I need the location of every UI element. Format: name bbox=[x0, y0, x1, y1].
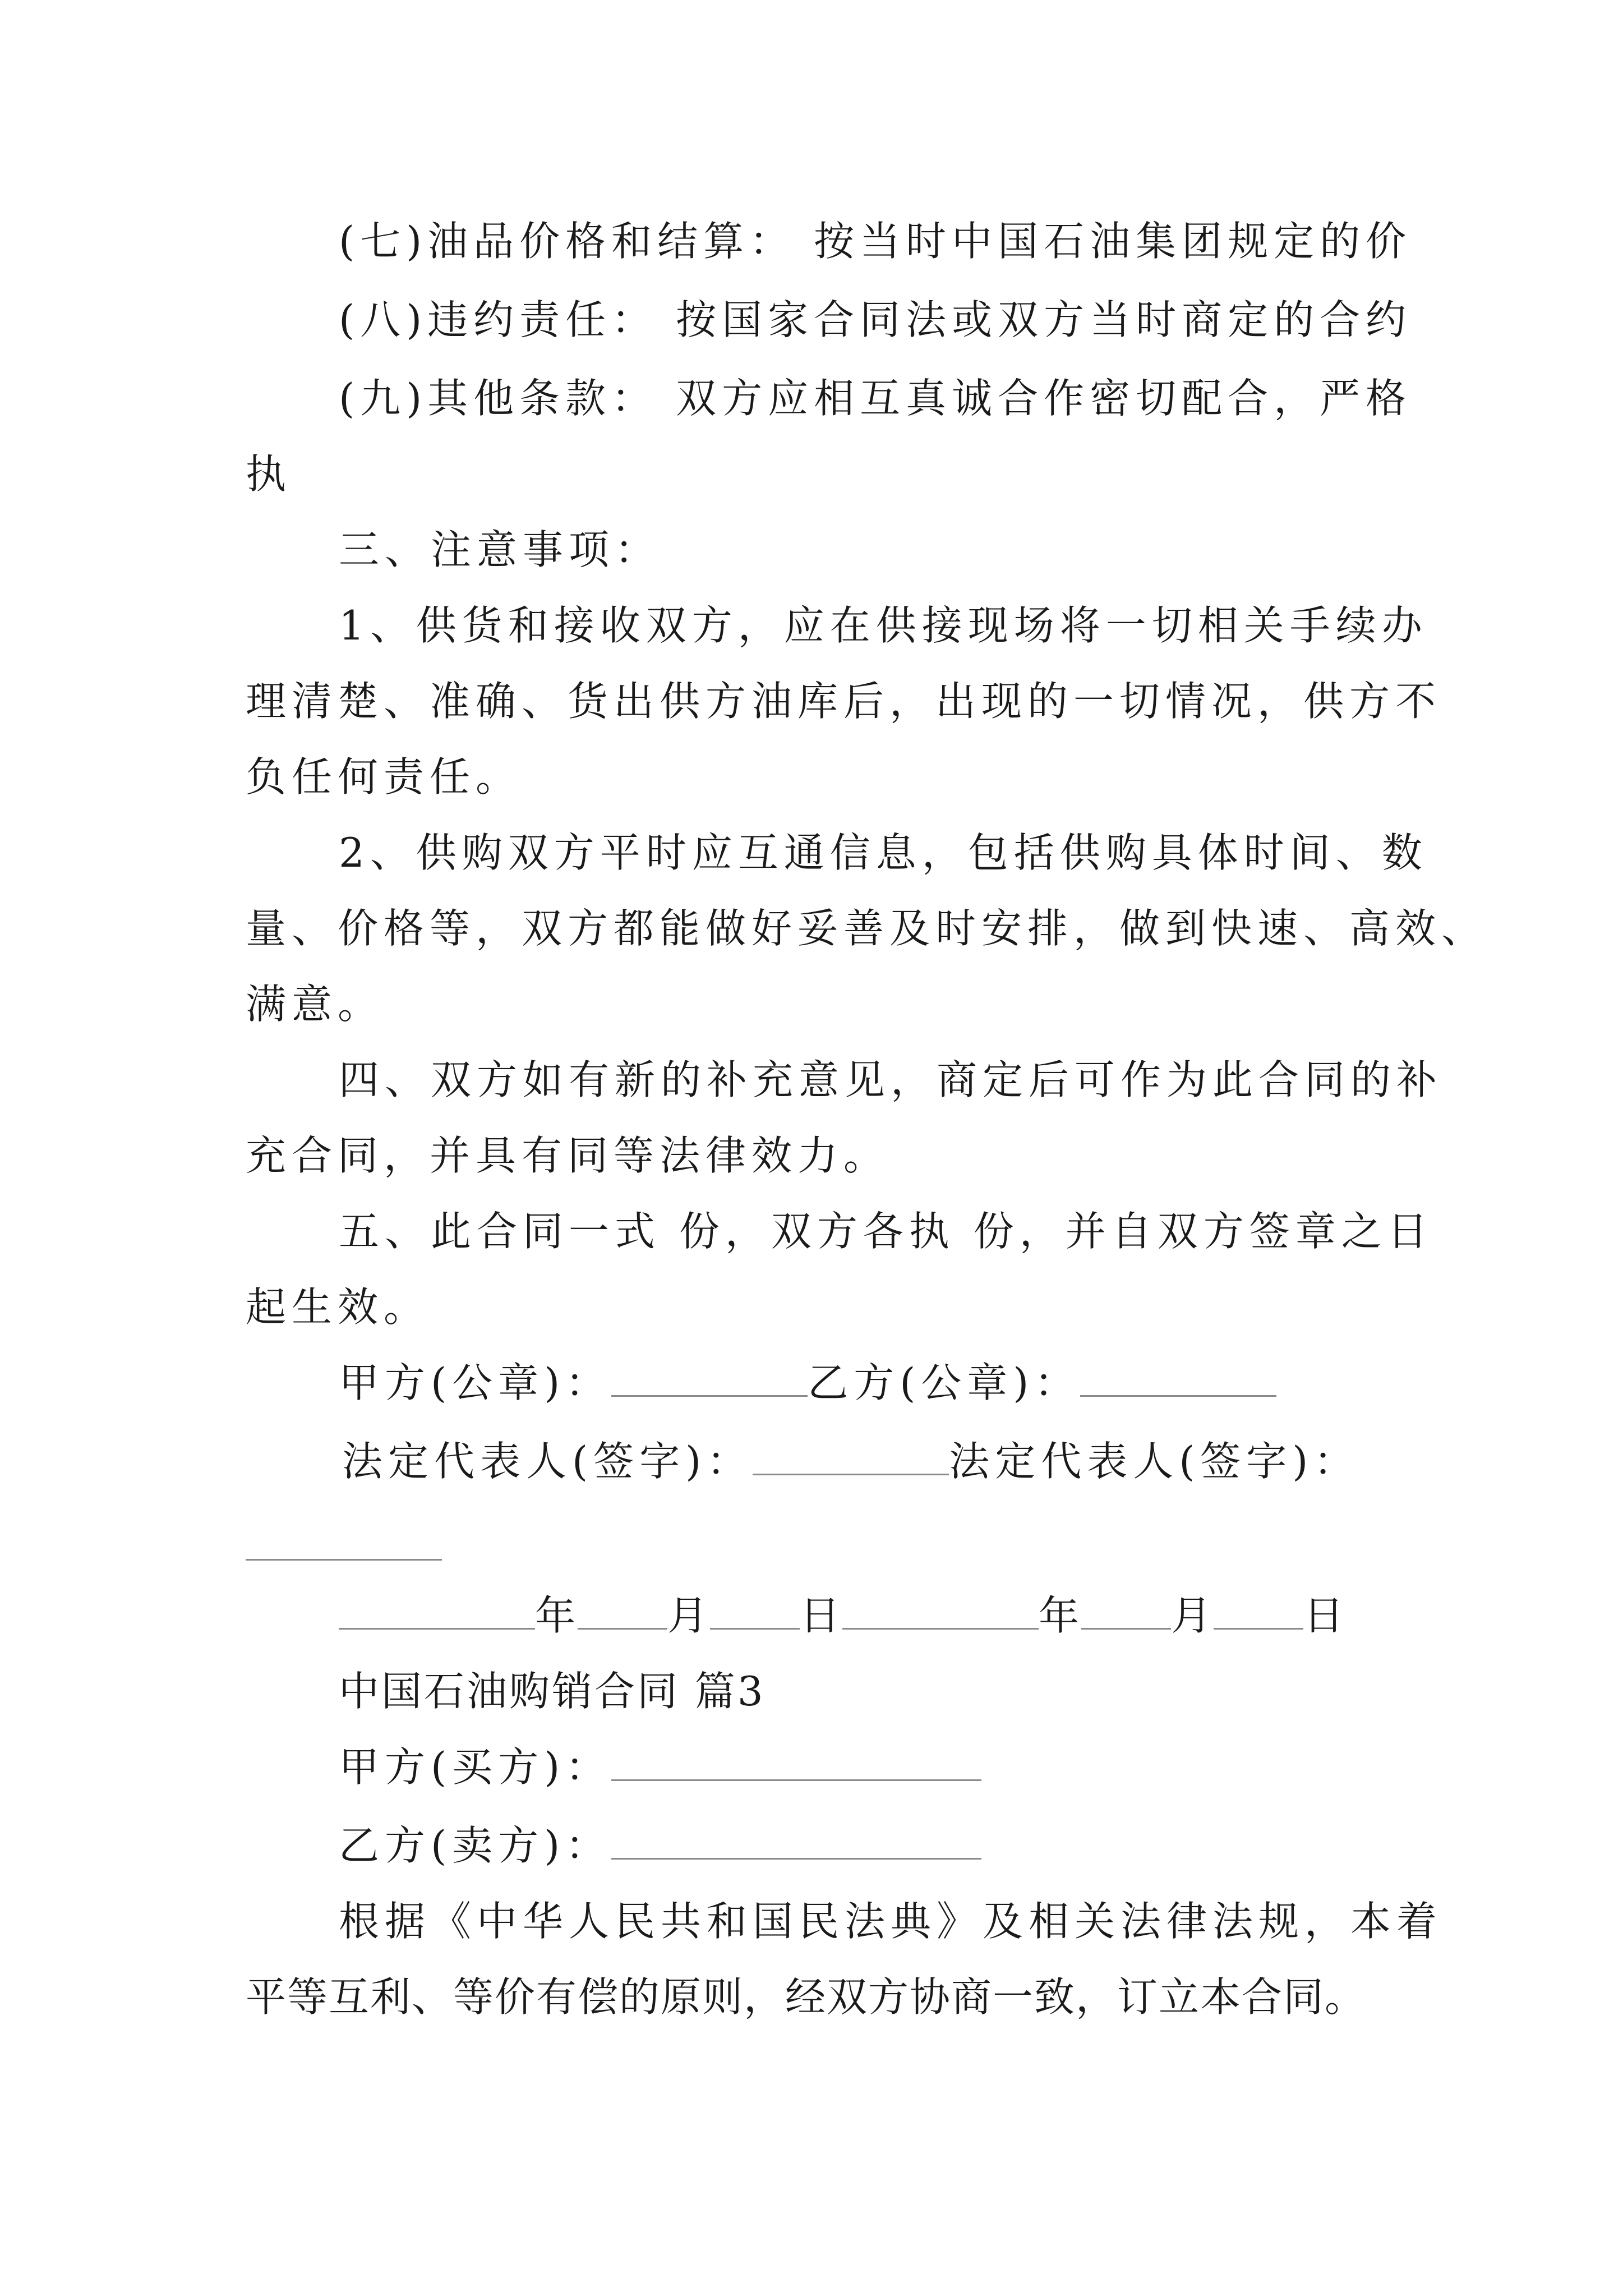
date-a-day-blank bbox=[710, 1589, 800, 1630]
date-line bbox=[339, 1588, 1346, 1644]
date-b-year-label: 年 bbox=[1039, 1592, 1082, 1639]
date-a-year-blank bbox=[339, 1589, 535, 1630]
date-a-day-label: 日 bbox=[800, 1592, 843, 1639]
clause-8-liability: (八)违约责任： 按国家合同法或双方当时商定的合约 bbox=[339, 296, 1412, 343]
party-a-seal-blank bbox=[611, 1356, 808, 1397]
legal-rep-line bbox=[342, 1433, 1359, 1489]
section-5-line-2: 起生效。 bbox=[246, 1283, 430, 1331]
seller-label: 乙方(卖方)： bbox=[339, 1822, 612, 1869]
date-b-year-blank bbox=[842, 1589, 1039, 1630]
note-1-line-1: 1、供货和接收双方，应在供接现场将一切相关手续办 bbox=[339, 602, 1428, 649]
contract-3-title: 中国石油购销合同 篇3 bbox=[339, 1668, 766, 1715]
seller-line bbox=[339, 1818, 981, 1874]
note-2-line-1: 2、供购双方平时应互通信息，包括供购具体时间、数 bbox=[339, 829, 1428, 876]
party-b-seal-label: 乙方(公章)： bbox=[808, 1359, 1081, 1406]
note-2-line-3: 满意。 bbox=[246, 981, 384, 1028]
date-a-month-blank bbox=[578, 1589, 667, 1630]
clause-7-oil-price: (七)油品价格和结算： 按当时中国石油集团规定的价 bbox=[339, 218, 1412, 265]
note-1-line-2: 理清楚、准确、货出供方油库后，出现的一切情况，供方不 bbox=[246, 678, 1442, 725]
buyer-label: 甲方(买方)： bbox=[339, 1743, 612, 1791]
section-3-heading: 三、注意事项： bbox=[339, 526, 661, 573]
note-2-line-2: 量、价格等，双方都能做好妥善及时安排，做到快速、高效、 bbox=[246, 905, 1488, 952]
date-a-month-label: 月 bbox=[667, 1592, 711, 1639]
seller-blank bbox=[611, 1819, 981, 1860]
date-b-day-label: 日 bbox=[1303, 1592, 1347, 1639]
buyer-line bbox=[339, 1739, 981, 1795]
date-b-month-blank bbox=[1081, 1589, 1171, 1630]
legal-rep-b-blank bbox=[246, 1557, 442, 1561]
legal-rep-b-label: 法定代表人(签字)： bbox=[949, 1438, 1360, 1485]
note-1-line-3: 负任何责任。 bbox=[246, 753, 522, 800]
date-b-month-label: 月 bbox=[1171, 1592, 1214, 1639]
section-5-line-1: 五、此合同一式 份，双方各执 份，并自双方签章之日 bbox=[339, 1208, 1433, 1255]
date-b-day-blank bbox=[1214, 1589, 1303, 1630]
basis-line-2: 平等互利、等价有偿的原则，经双方协商一致，订立本合同。 bbox=[246, 1973, 1367, 2021]
section-4-line-2: 充合同，并具有同等法律效力。 bbox=[246, 1132, 890, 1179]
clause-9-continuation: 执 bbox=[246, 450, 292, 498]
party-a-seal-label: 甲方(公章)： bbox=[339, 1359, 612, 1406]
legal-rep-a-label: 法定代表人(签字)： bbox=[342, 1438, 753, 1485]
date-a-year-label: 年 bbox=[535, 1592, 578, 1639]
clause-9-other-terms: (九)其他条款： 双方应相互真诚合作密切配合，严格 bbox=[339, 375, 1412, 422]
party-b-seal-blank bbox=[1080, 1356, 1276, 1397]
seal-line bbox=[339, 1355, 1276, 1411]
section-4-line-1: 四、双方如有新的补充意见，商定后可作为此合同的补 bbox=[339, 1056, 1443, 1103]
legal-rep-a-blank bbox=[753, 1434, 949, 1475]
basis-line-1: 根据《中华人民共和国民法典》及相关法律法规，本着 bbox=[339, 1898, 1443, 1945]
buyer-blank bbox=[611, 1740, 981, 1781]
